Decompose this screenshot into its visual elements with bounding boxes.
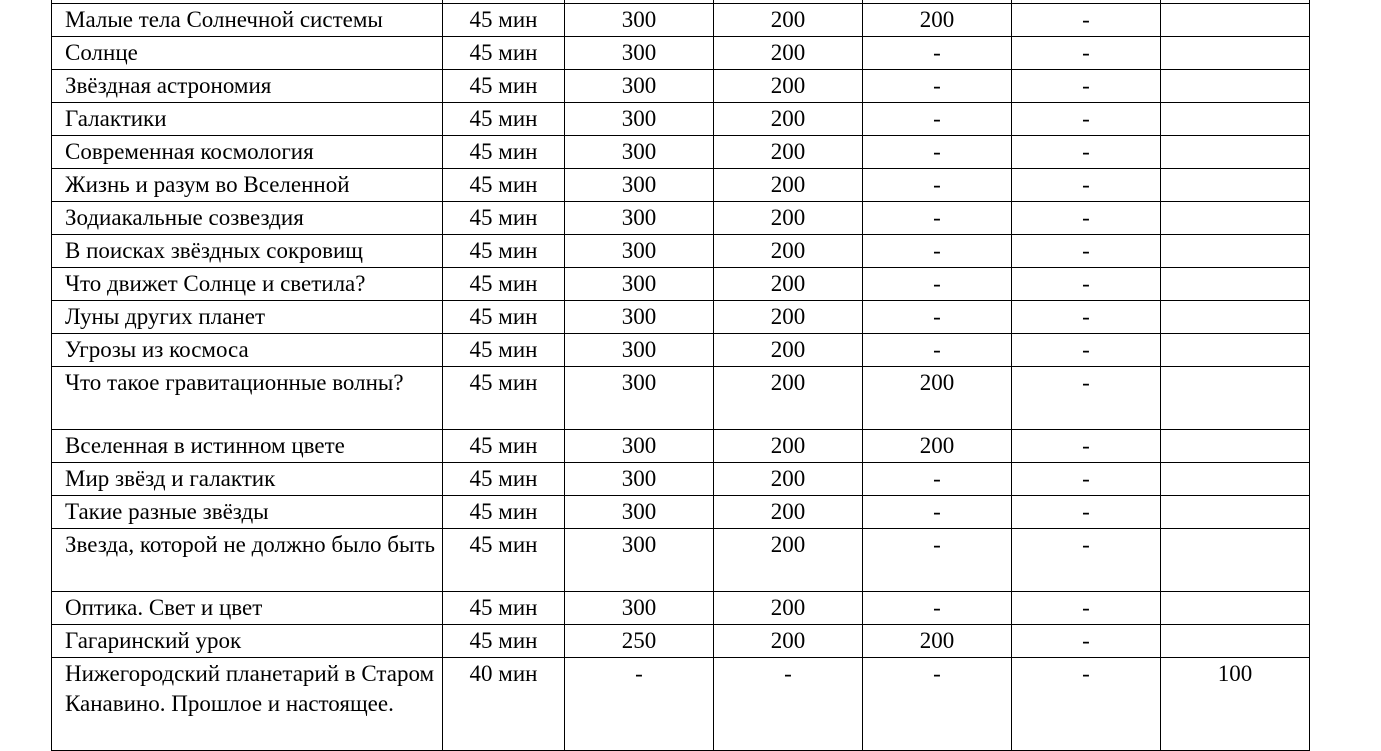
table-row xyxy=(52,658,1310,751)
cell-duration: 45 мин xyxy=(443,301,565,334)
cell-price-5 xyxy=(1161,4,1310,37)
cell-duration: 45 мин xyxy=(443,169,565,202)
cell-price-4: - xyxy=(1012,136,1161,169)
cell-price-5: 100 xyxy=(1161,658,1310,751)
cell-duration: 45 мин xyxy=(443,463,565,496)
table-row xyxy=(52,136,1310,169)
cell-duration: 45 мин xyxy=(443,4,565,37)
cell-price-5 xyxy=(1161,37,1310,70)
table-row xyxy=(52,103,1310,136)
cell-price-3: - xyxy=(863,592,1012,625)
cell-price-1: 300 xyxy=(565,463,714,496)
cell-price-5 xyxy=(1161,625,1310,658)
cell-price-1: 300 xyxy=(565,268,714,301)
cell-title: Современная космология xyxy=(52,136,443,169)
cell-title: В поисках звёздных сокровищ xyxy=(52,235,443,268)
cell-price-2: 200 xyxy=(714,103,863,136)
cell-price-2: 200 xyxy=(714,37,863,70)
cell-price-5 xyxy=(1161,529,1310,592)
table-row xyxy=(52,235,1310,268)
cell-duration: 45 мин xyxy=(443,496,565,529)
cell-price-3: - xyxy=(863,37,1012,70)
cell-price-4: - xyxy=(1012,169,1161,202)
cell-price-1: 300 xyxy=(565,202,714,235)
cell-price-2: 200 xyxy=(714,430,863,463)
cell-price-4: - xyxy=(1012,268,1161,301)
cell-title: Звезда, которой не должно было быть xyxy=(52,529,443,592)
cell-duration: 45 мин xyxy=(443,529,565,592)
cell-title: Жизнь и разум во Вселенной xyxy=(52,169,443,202)
cell-duration: 45 мин xyxy=(443,430,565,463)
cell-duration: 45 мин xyxy=(443,625,565,658)
cell-price-4: - xyxy=(1012,70,1161,103)
cell-duration: 45 мин xyxy=(443,367,565,430)
cell-price-4: - xyxy=(1012,334,1161,367)
table-row xyxy=(52,70,1310,103)
cell-price-2: 200 xyxy=(714,463,863,496)
cell-duration: 45 мин xyxy=(443,268,565,301)
cell-duration: 45 мин xyxy=(443,70,565,103)
table-row xyxy=(52,268,1310,301)
cell-title: Угрозы из космоса xyxy=(52,334,443,367)
cell-price-3: - xyxy=(863,268,1012,301)
cell-title: Луны других планет xyxy=(52,301,443,334)
cell-title: Что движет Солнце и светила? xyxy=(52,268,443,301)
cell-price-5 xyxy=(1161,430,1310,463)
cell-price-3: - xyxy=(863,202,1012,235)
cell-price-5 xyxy=(1161,103,1310,136)
cell-price-4: - xyxy=(1012,235,1161,268)
cell-price-2: 200 xyxy=(714,70,863,103)
cell-price-1: 300 xyxy=(565,169,714,202)
cell-duration: 45 мин xyxy=(443,37,565,70)
cell-price-2: 200 xyxy=(714,169,863,202)
cell-duration: 45 мин xyxy=(443,592,565,625)
cell-price-4: - xyxy=(1012,463,1161,496)
cell-price-1: 300 xyxy=(565,4,714,37)
cell-price-5 xyxy=(1161,235,1310,268)
table-row xyxy=(52,496,1310,529)
table-row xyxy=(52,37,1310,70)
table-row xyxy=(52,169,1310,202)
cell-title: Солнце xyxy=(52,37,443,70)
cell-price-5 xyxy=(1161,496,1310,529)
cell-price-2: 200 xyxy=(714,136,863,169)
cell-price-2: 200 xyxy=(714,529,863,592)
cell-price-5 xyxy=(1161,169,1310,202)
cell-price-2: 200 xyxy=(714,235,863,268)
cell-price-2: 200 xyxy=(714,202,863,235)
cell-duration: 45 мин xyxy=(443,235,565,268)
cell-price-3: - xyxy=(863,658,1012,751)
cell-price-4: - xyxy=(1012,37,1161,70)
cell-price-2: 200 xyxy=(714,367,863,430)
cell-price-3: - xyxy=(863,529,1012,592)
cell-duration: 40 мин xyxy=(443,658,565,751)
cell-price-1: 250 xyxy=(565,625,714,658)
cell-price-5 xyxy=(1161,136,1310,169)
table-row xyxy=(52,301,1310,334)
cell-price-5 xyxy=(1161,202,1310,235)
table-row xyxy=(52,592,1310,625)
table-row xyxy=(52,334,1310,367)
cell-price-1: 300 xyxy=(565,334,714,367)
cell-price-5 xyxy=(1161,301,1310,334)
cell-price-3: - xyxy=(863,103,1012,136)
cell-price-1: 300 xyxy=(565,70,714,103)
cell-price-3: - xyxy=(863,334,1012,367)
cell-title: Вселенная в истинном цвете xyxy=(52,430,443,463)
cell-price-1: 300 xyxy=(565,235,714,268)
cell-price-2: 200 xyxy=(714,4,863,37)
cell-price-4: - xyxy=(1012,625,1161,658)
cell-price-1: 300 xyxy=(565,136,714,169)
table-body xyxy=(52,0,1310,751)
table-row xyxy=(52,463,1310,496)
cell-price-3: 200 xyxy=(863,4,1012,37)
cell-price-2: - xyxy=(714,658,863,751)
cell-price-3: - xyxy=(863,169,1012,202)
cell-title: Звёздная астрономия xyxy=(52,70,443,103)
cell-title: Нижегородский планетарий в Старом Канавино. Прошлое и настоящее. xyxy=(52,658,443,751)
cell-title: Мир звёзд и галактик xyxy=(52,463,443,496)
table-row xyxy=(52,625,1310,658)
cell-price-1: 300 xyxy=(565,37,714,70)
cell-price-5 xyxy=(1161,367,1310,430)
cell-price-5 xyxy=(1161,463,1310,496)
cell-price-4: - xyxy=(1012,202,1161,235)
cell-price-4: - xyxy=(1012,301,1161,334)
cell-price-3: - xyxy=(863,136,1012,169)
cell-price-1: 300 xyxy=(565,367,714,430)
cell-price-5 xyxy=(1161,70,1310,103)
cell-title: Галактики xyxy=(52,103,443,136)
cell-title: Такие разные звёзды xyxy=(52,496,443,529)
cell-price-2: 200 xyxy=(714,625,863,658)
cell-title: Оптика. Свет и цвет xyxy=(52,592,443,625)
cell-price-5 xyxy=(1161,334,1310,367)
cell-title: Малые тела Солнечной системы xyxy=(52,4,443,37)
cell-price-4: - xyxy=(1012,496,1161,529)
cell-price-3: 200 xyxy=(863,367,1012,430)
cell-price-2: 200 xyxy=(714,301,863,334)
cell-price-1: 300 xyxy=(565,103,714,136)
table-row xyxy=(52,529,1310,592)
cell-price-4: - xyxy=(1012,4,1161,37)
table-row xyxy=(52,4,1310,37)
cell-price-3: - xyxy=(863,463,1012,496)
cell-price-4: - xyxy=(1012,592,1161,625)
cell-title: Что такое гравитационные волны? xyxy=(52,367,443,430)
cell-price-2: 200 xyxy=(714,592,863,625)
cell-price-5 xyxy=(1161,268,1310,301)
table-row xyxy=(52,202,1310,235)
cell-price-2: 200 xyxy=(714,334,863,367)
cell-price-4: - xyxy=(1012,658,1161,751)
cell-price-1: 300 xyxy=(565,430,714,463)
cell-price-4: - xyxy=(1012,103,1161,136)
cell-price-1: 300 xyxy=(565,496,714,529)
table-row xyxy=(52,367,1310,430)
cell-duration: 45 мин xyxy=(443,103,565,136)
cell-duration: 45 мин xyxy=(443,202,565,235)
cell-price-3: - xyxy=(863,301,1012,334)
cell-price-2: 200 xyxy=(714,268,863,301)
table-row xyxy=(52,430,1310,463)
cell-price-3: - xyxy=(863,235,1012,268)
cell-title: Зодиакальные созвездия xyxy=(52,202,443,235)
cell-price-2: 200 xyxy=(714,496,863,529)
cell-duration: 45 мин xyxy=(443,334,565,367)
cell-price-1: 300 xyxy=(565,301,714,334)
cell-price-4: - xyxy=(1012,430,1161,463)
cell-price-1: 300 xyxy=(565,529,714,592)
cell-title: Гагаринский урок xyxy=(52,625,443,658)
cell-price-4: - xyxy=(1012,529,1161,592)
cell-price-3: - xyxy=(863,70,1012,103)
cell-price-4: - xyxy=(1012,367,1161,430)
cell-price-1: - xyxy=(565,658,714,751)
cell-price-3: - xyxy=(863,496,1012,529)
cell-duration: 45 мин xyxy=(443,136,565,169)
price-table xyxy=(51,0,1310,751)
cell-price-1: 300 xyxy=(565,592,714,625)
cell-price-3: 200 xyxy=(863,430,1012,463)
cell-price-3: 200 xyxy=(863,625,1012,658)
cell-price-5 xyxy=(1161,592,1310,625)
